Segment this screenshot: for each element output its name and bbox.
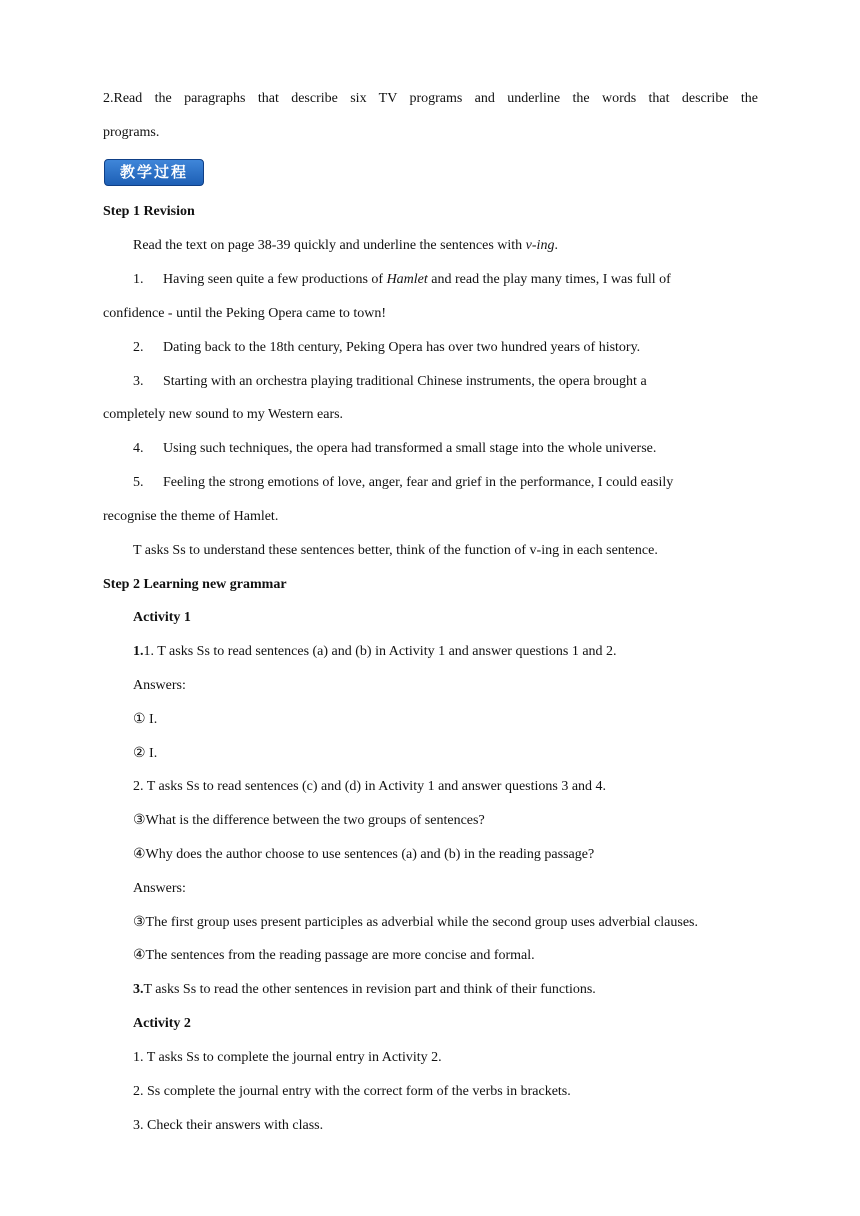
- activity1-item-1: 1.1. T asks Ss to read sentences (a) and (b) in Activity 1 and answer questions 1 and 2.: [133, 644, 617, 659]
- sentence-3: 3. Starting with an orchestra playing traditional Chinese instruments, the opera brought a: [133, 374, 647, 389]
- step2-heading: Step 2 Learning new grammar: [103, 577, 287, 592]
- sentence-3-cont: completely new sound to my Western ears.: [103, 407, 344, 422]
- activity1-item-3: 3.T asks Ss to read the other sentences in revision part and think of their functions.: [133, 982, 596, 997]
- activity2-item-1: 1. T asks Ss to complete the journal entry in Activity 2.: [133, 1050, 442, 1065]
- activity1-heading: Activity 1: [133, 610, 191, 625]
- intro-line-1: 2.Read the paragraphs that describe six TV programs and underline the words that describe the: [103, 91, 758, 106]
- sentence-2: 2. Dating back to the 18th century, Peking Opera has over two hundred years of history.: [133, 340, 641, 355]
- sentence-5-cont: recognise the theme of Hamlet.: [103, 509, 279, 524]
- sentence-1-cont: confidence - until the Peking Opera came to town!: [103, 306, 387, 321]
- question-3: ③What is the difference between the two groups of sentences?: [133, 813, 485, 828]
- activity2-item-2: 2. Ss complete the journal entry with the correct form of the verbs in brackets.: [133, 1084, 571, 1099]
- teaching-process-badge: 教学过程: [104, 159, 204, 186]
- question-4: ④Why does the author choose to use sentences (a) and (b) in the reading passage?: [133, 847, 595, 862]
- answers-label-2: Answers:: [133, 881, 186, 896]
- step1-task: T asks Ss to understand these sentences better, think of the function of v-ing in each sentence.: [133, 543, 658, 558]
- hamlet-title: Hamlet: [386, 272, 428, 287]
- answer-1: ① I.: [133, 712, 158, 727]
- step1-heading: Step 1 Revision: [103, 204, 195, 219]
- ving-term: v-ing: [525, 238, 555, 253]
- activity2-heading: Activity 2: [133, 1016, 191, 1031]
- sentence-4: 4. Using such techniques, the opera had transformed a small stage into the whole universe.: [133, 441, 657, 456]
- answer-3: ③The first group uses present participles as adverbial while the second group uses adverbial clauses.: [133, 915, 698, 930]
- answers-label-1: Answers:: [133, 678, 186, 693]
- activity1-item-2: 2. T asks Ss to read sentences (c) and (d) in Activity 1 and answer questions 3 and 4.: [133, 779, 607, 794]
- intro-line-2: programs.: [103, 125, 160, 140]
- sentence-1: 1. Having seen quite a few productions of Hamlet and read the play many times, I was full of: [133, 272, 671, 287]
- activity2-item-3: 3. Check their answers with class.: [133, 1118, 324, 1133]
- answer-4: ④The sentences from the reading passage are more concise and formal.: [133, 948, 535, 963]
- step1-instruction: Read the text on page 38-39 quickly and underline the sentences with v-ing.: [133, 238, 558, 253]
- answer-2: ② I.: [133, 746, 158, 761]
- sentence-5: 5. Feeling the strong emotions of love, anger, fear and grief in the performance, I could easily: [133, 475, 674, 490]
